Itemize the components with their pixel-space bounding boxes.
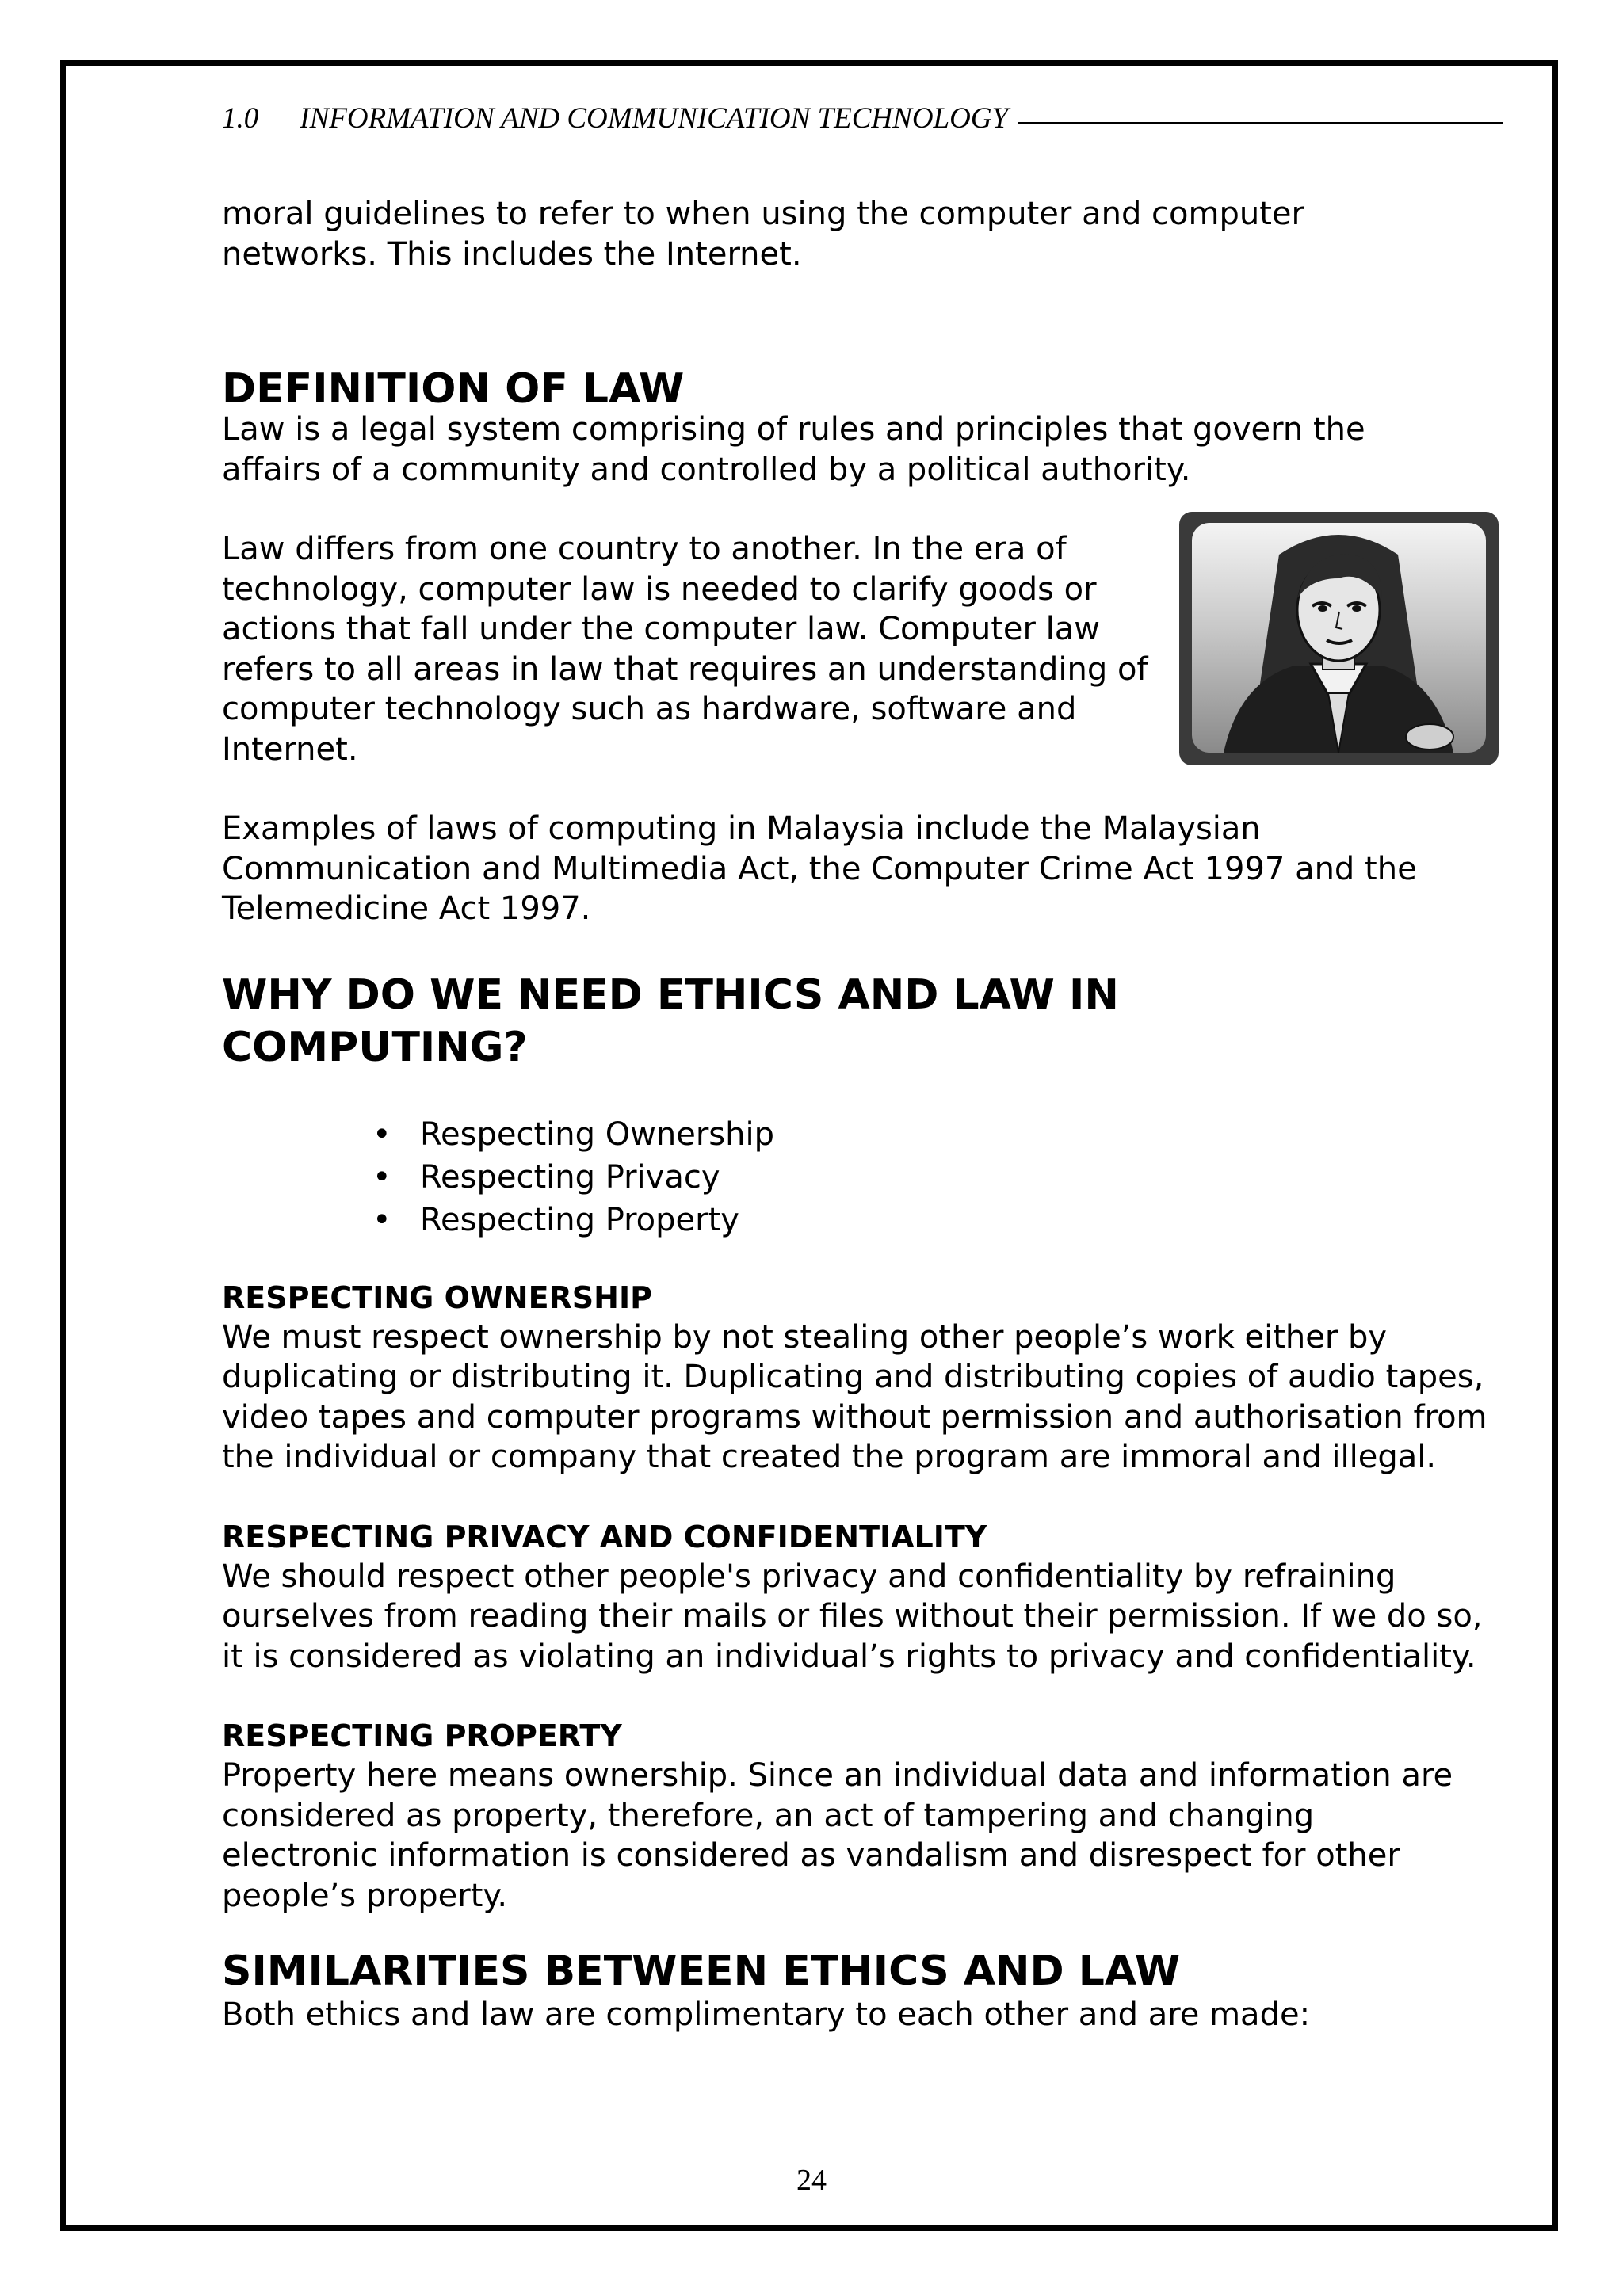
privacy-paragraph: We should respect other people's privacy and confidentiality by refraining ourselves from reading their mails or files without their permission. If we do so, it is considered as violating an individual’s rights to privacy and confidentiality. <box>222 1558 1483 1675</box>
reasons-list <box>222 1113 1506 1241</box>
heading-respecting-property: RESPECTING PROPERTY <box>222 1718 622 1753</box>
law-examples-paragraph: Examples of laws of computing in Malaysia include the Malaysian Communication and Multimedia Act, the Computer Crime Act 1997 and the Telemedicine Act 1997. <box>222 810 1417 927</box>
heading-definition-of-law: DEFINITION OF LAW <box>222 365 685 413</box>
bullet-icon: • <box>372 1201 391 1238</box>
page-number: 24 <box>796 2164 827 2197</box>
ownership-paragraph: We must respect ownership by not stealing other people’s work either by duplicating or distributing it. Duplicating and distributing copies of audio tapes, video tapes and computer programs without permission and authorisation from the individual or company that created the program are immoral and illegal. <box>222 1318 1487 1475</box>
section-title: INFORMATION AND COMMUNICATION TECHNOLOGY <box>300 101 1009 135</box>
section-number: 1.0 <box>222 101 259 135</box>
list-item: • Respecting Property <box>372 1199 1506 1241</box>
header-rule <box>1018 122 1503 124</box>
heading-similarities: SIMILARITIES BETWEEN ETHICS AND LAW <box>222 1947 1181 1995</box>
page-content <box>222 194 1506 2035</box>
heading-respecting-ownership: RESPECTING OWNERSHIP <box>222 1280 652 1315</box>
law-definition-paragraph: Law is a legal system comprising of rules and principles that govern the affairs of a community and controlled by a political authority. <box>222 411 1365 488</box>
similarities-paragraph: Both ethics and law are complimentary to each other and are made: <box>222 1997 1311 2033</box>
heading-respecting-privacy: RESPECTING PRIVACY AND CONFIDENTIALITY <box>222 1519 987 1554</box>
heading-why-need-ethics-law: WHY DO WE NEED ETHICS AND LAW IN COMPUTING? <box>222 971 1119 1071</box>
law-differs-paragraph: Law differs from one country to another. In the era of technology, computer law is needed to clarify goods or actions that fall under the computer law. Computer law refers to all areas in law that requires an understanding of computer technology such as hardware, software and Internet. <box>222 531 1148 768</box>
running-header <box>222 98 1503 138</box>
list-item: • Respecting Privacy <box>372 1156 1506 1199</box>
property-paragraph: Property here means ownership. Since an individual data and information are considered as property, therefore, an act of tampering and changing electronic information is considered as vandalism and disrespect for other people’s property. <box>222 1757 1453 1914</box>
intro-paragraph: moral guidelines to refer to when using the computer and computer networks. This includes the Internet. <box>222 196 1304 273</box>
bullet-icon: • <box>372 1116 391 1153</box>
bullet-icon: • <box>372 1158 391 1196</box>
list-item: • Respecting Ownership <box>372 1113 1506 1156</box>
